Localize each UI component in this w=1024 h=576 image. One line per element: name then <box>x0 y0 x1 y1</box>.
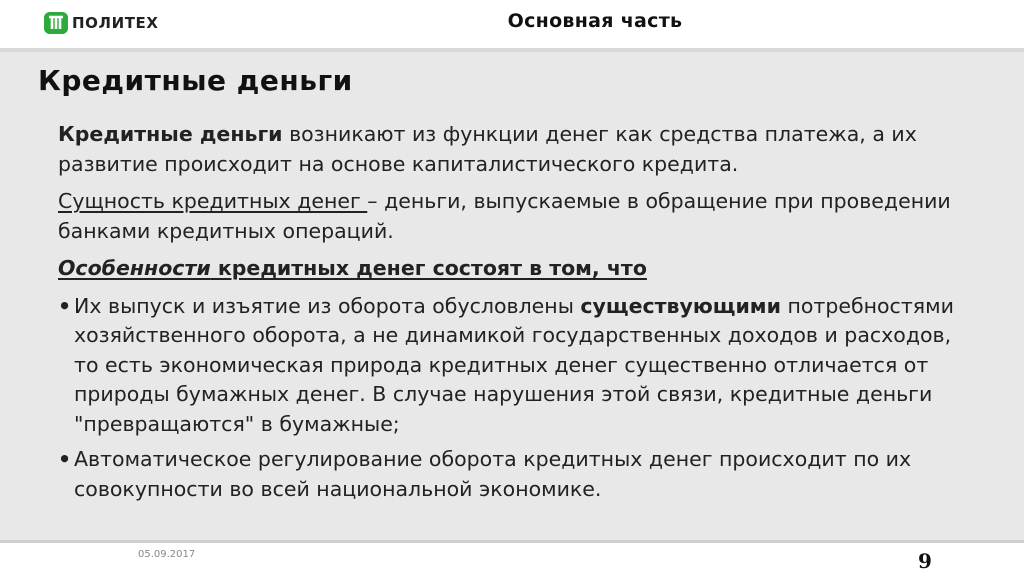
paragraph-features-heading <box>58 254 978 284</box>
paragraph-essence <box>58 187 978 246</box>
slide-title: Кредитные деньги <box>38 64 353 97</box>
bullet-text-part: Их выпуск и изъятие из оборота обусловлены <box>74 293 581 318</box>
logo-text: ПОЛИТЕХ <box>72 14 159 32</box>
features-term: Особенности <box>58 256 211 280</box>
bullet-text-bold: существующими <box>580 293 781 318</box>
essence-term: Сущность кредитных денег <box>58 189 368 213</box>
term-credit-money: Кредитные деньги <box>58 122 283 146</box>
footer-divider <box>0 540 1024 543</box>
bullet-text-part: потребностями хозяйственного оборота, а не динамикой государственных доходов и расходов, то есть экономическая природа кредитных денег существенно отличается от природы бумажных денег. В случае нарушения этой связи, кредитные деньги "превращаются" в бумажные; <box>74 293 954 436</box>
slide-header <box>0 0 1024 48</box>
bullet-icon: • <box>58 447 72 471</box>
slide-body <box>58 120 978 510</box>
slide-content <box>0 52 1024 540</box>
list-item <box>58 292 978 440</box>
bullet-text-part: Автоматическое регулирование оборота кредитных денег происходит по их совокупности во всей национальной экономике. <box>74 447 912 501</box>
list-item <box>58 445 978 504</box>
section-title: Основная часть <box>507 10 683 32</box>
bullet-text <box>74 445 978 504</box>
essence-text: – деньги, выпускаемые в обращение при проведении банками кредитных операций. <box>58 189 951 243</box>
paragraph-definition <box>58 120 978 179</box>
page-number: 9 <box>918 549 932 573</box>
definition-text: возникают из функции денег как средства платежа, а их развитие происходит на основе капиталистического кредита. <box>58 122 917 176</box>
features-heading-text: кредитных денег состоят в том, что <box>210 256 647 280</box>
footer-date: 05.09.2017 <box>138 549 196 560</box>
bullet-text <box>74 292 978 440</box>
bullet-icon: • <box>58 293 72 318</box>
